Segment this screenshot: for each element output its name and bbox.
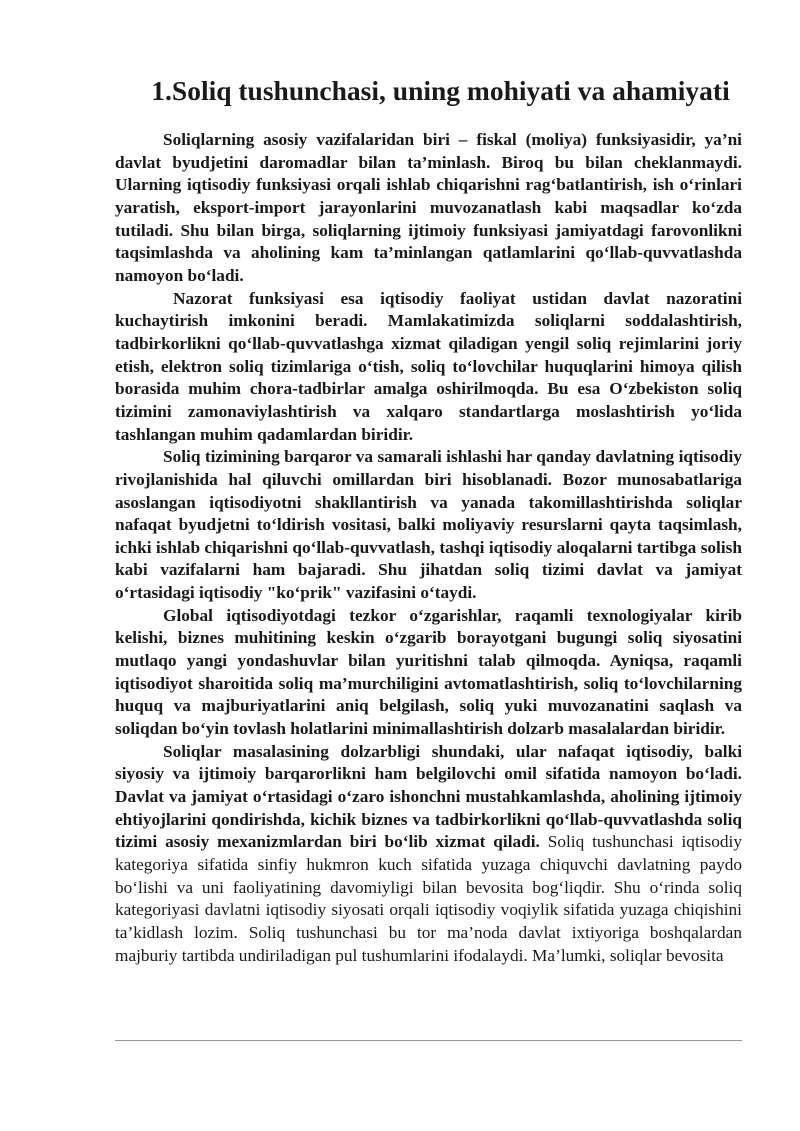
paragraph-relevance-regular: Soliq tushunchasi iqtisodiy kategoriya sifatida sinfiy hukmron kuch sifatida yuzaga chiquvchi davlatning paydo bo‘lishi va uni faoliyatining davomiyligi bilan bevosita bog‘liqdir. Shu o‘rinda soliq kategoriyasi davlatni iqtisodiy siyosati orqali iqtisodiy voqiylik sifatida yuzaga chiqishini ta’kidlash lozim. Soliq tushunchasi bu tor ma’noda davlat ixtiyoriga boshqalardan majburiy tartibda undiriladigan pul tushumlarini ifodalaydi. Ma’lumki, soliqlar bevosita — [115, 832, 742, 965]
paragraph-control-function: Nazorat funksiyasi esa iqtisodiy faoliyat ustidan davlat nazoratini kuchaytirish imkonini beradi. Mamlakatimizda soliqlarni soddalashtirish, tadbirkorlikni qo‘llab-quvvatlashga xizmat qiladigan yengil soliq rejimlarini joriy etish, elektron soliq tizimlariga o‘tish, soliq to‘lovchilar huquqlarini himoya qilish borasida muhim chora-tadbirlar amalga oshirilmoqda. Bu esa O‘zbekiston soliq tizimini zamonaviylashtirish va xalqaro standartlarga moslashtirish yo‘lida tashlangan muhim qadamlardan biridir. — [115, 288, 742, 444]
paragraph-fiscal-function: Soliqlarning asosiy vazifalaridan biri – fiskal (moliya) funksiyasidir, ya’ni davlat byudjetini daromadlar bilan ta’minlash. Biroq bu bilan cheklanmaydi. Ularning iqtisodiy funksiyasi orqali ishlab chiqarishni rag‘batlantirish, ish o‘rinlari yaratish, eksport-import jarayonlarini muvozanatlash kabi maqsadlar ko‘zda tutiladi. Shu bilan birga, soliqlarning ijtimoiy funksiyasi jamiyatdagi farovonlikni taqsimlashda va aholining kam ta’minlangan qatlamlarini qo‘llab-quvvatlashda namoyon bo‘ladi. — [115, 130, 742, 285]
paragraph-global-changes: Global iqtisodiyotdagi tezkor o‘zgarishlar, raqamli texnologiyalar kirib kelishi, biznes muhitining keskin o‘zgarib borayotgani bugungi soliq siyosatini mutlaqo yangi yondashuvlar bilan yuritishni talab qilmoqda. Ayniqsa, raqamli iqtisodiyot sharoitida soliq ma’murchiligini avtomatlashtirish, soliq to‘lovchilarning huquq va majburiyatlarini aniq belgilash, soliq yuki muvozanatini saqlash va soliqdan bo‘yin tovlash holatlarini minimallashtirish dolzarb masalalardan biridir. — [115, 605, 742, 739]
page-divider — [115, 1040, 742, 1041]
paragraph-relevance-bold: Soliqlar masalasining dolzarbligi shundaki, ular nafaqat iqtisodiy, balki siyosiy va ijtimoiy barqarorlikni ham belgilovchi omil sifatida namoyon bo‘ladi. Davlat va jamiyat o‘rtasidagi o‘zaro ishonchni mustahkamlashda, aholining ijtimoiy ehtiyojlarini qondirishda, kichik biznes va tadbirkorlikni qo‘llab-quvvatlashda soliq tizimi asosiy mexanizmlardan biri bo‘lib xizmat qiladi. — [115, 741, 742, 852]
document-title: 1.Soliq tushunchasi, uning mohiyati va ahamiyati — [151, 75, 730, 106]
document-page — [115, 72, 742, 967]
paragraph-tax-system-stability: Soliq tizimining barqaror va samarali ishlashi har qanday davlatning iqtisodiy rivojlanishida hal qiluvchi omillardan biri hisoblanadi. Bozor munosabatlariga asoslangan iqtisodiyotni shakllantirish va yanada takomillashtirishda soliqlar nafaqat byudjetni to‘ldirish vositasi, balki moliyaviy resurslarni qayta taqsimlash, ichki ishlab chiqarishni qo‘llab-quvvatlash, tashqi iqtisodiy aloqalarni tartibga solish kabi vazifalarni ham bajaradi. Shu jihatdan soliq tizimi davlat va jamiyat o‘rtasidagi iqtisodiy "ko‘prik" vazifasini o‘taydi. — [115, 447, 742, 603]
paragraph-relevance — [115, 741, 742, 968]
